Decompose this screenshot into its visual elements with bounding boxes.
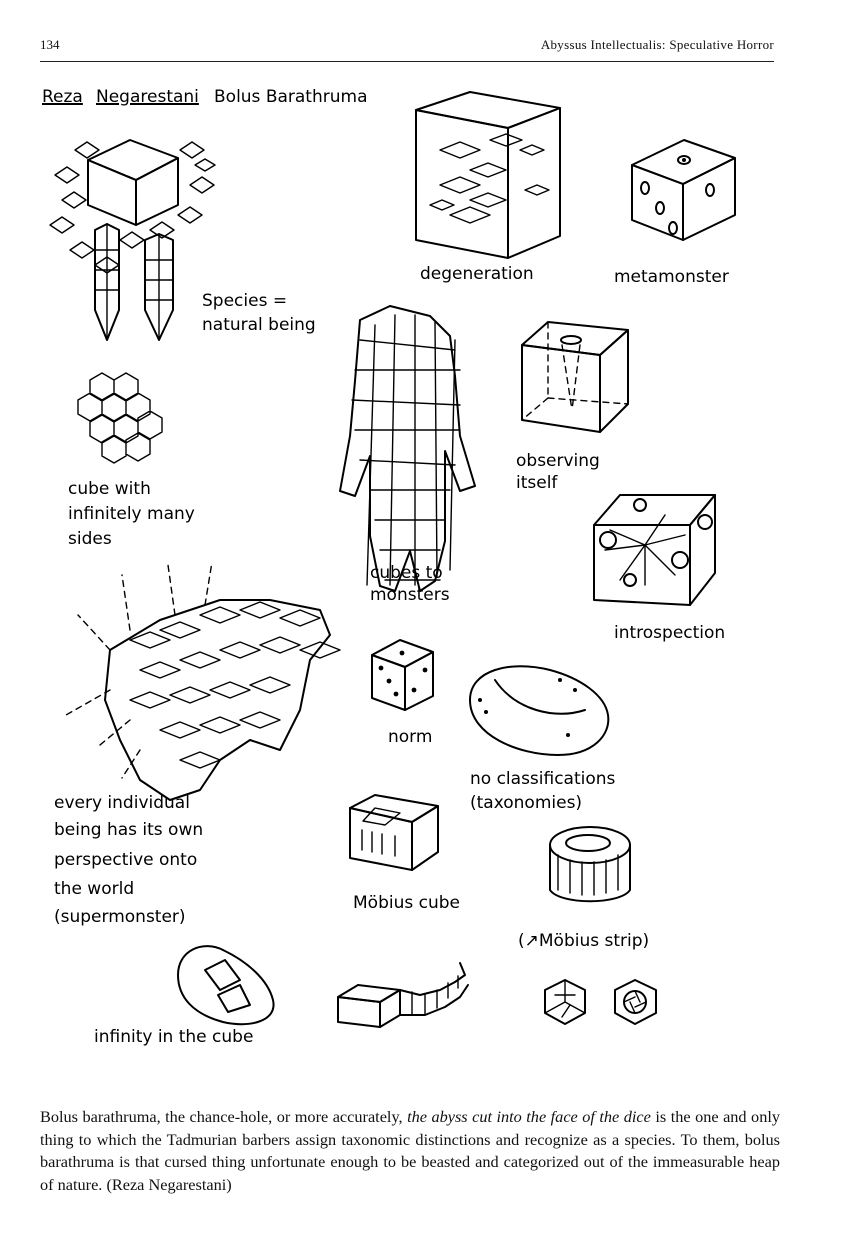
label-every-2: being has its own: [54, 820, 204, 840]
label-no-classifications: no classifications: [470, 769, 616, 789]
caption-text-2: is the one and only thing to which the Tadmurian barbers assign taxonomic distinctions and recognize as a species. To them, bolus barathruma is that cursed thing unfortunate enough to be beasted and categorized out of the immeasurable heap of nature. (Reza Negarestani): [40, 1107, 780, 1194]
cube-chain-drawing: [338, 963, 468, 1027]
label-mobius-cube: Möbius cube: [353, 893, 460, 913]
label-degeneration: degeneration: [420, 264, 534, 284]
label-norm: norm: [388, 727, 433, 747]
label-itself: itself: [516, 473, 558, 493]
label-infinity-in-the-cube: infinity in the cube: [94, 1027, 254, 1047]
label-observing: observing: [516, 451, 600, 471]
caption-text-1: Bolus barathruma, the chance-hole, or more accurately,: [40, 1107, 408, 1127]
sketch-author-last: Negarestani: [96, 87, 199, 107]
no-classifications-drawing: [470, 666, 608, 755]
sketch-author-first: Reza: [42, 87, 83, 107]
label-monsters: monsters: [370, 585, 450, 605]
observing-cube-drawing: [522, 322, 628, 432]
metamonster-drawing: [632, 140, 735, 240]
label-infinite-2: infinitely many: [68, 504, 195, 524]
label-species: Species =: [202, 291, 288, 311]
label-every-5: (supermonster): [54, 907, 186, 927]
infinity-cube-drawing: [178, 946, 274, 1024]
mobius-cube-drawing: [350, 795, 438, 870]
label-mobius-strip: (↗Möbius strip): [518, 931, 650, 951]
supermonster-drawing: [66, 562, 340, 800]
label-cubes-to: cubes to: [370, 563, 443, 583]
degeneration-drawing: [416, 92, 560, 258]
infinite-cube-drawing: [78, 373, 162, 463]
introspection-drawing: [594, 495, 715, 605]
label-every-1: every individual: [54, 793, 190, 813]
mobius-strip-drawing: [550, 827, 630, 901]
label-taxonomies: (taxonomies): [470, 793, 583, 813]
norm-dice-drawing: [372, 640, 433, 710]
sketch-title: Bolus Barathruma: [214, 87, 368, 107]
label-natural-being: natural being: [202, 315, 316, 335]
cube-monster-drawing: [340, 306, 475, 591]
label-metamonster: metamonster: [614, 267, 729, 287]
label-infinite-3: sides: [68, 529, 112, 549]
label-introspection: introspection: [614, 623, 726, 643]
label-infinite-1: cube with: [68, 479, 151, 499]
species-cube-drawing: [50, 140, 215, 340]
hexagon-dice-drawing: [545, 980, 656, 1024]
running-title: Abyssus Intellectualis: Speculative Horror: [540, 37, 774, 52]
page-number: 134: [40, 37, 60, 52]
label-every-3: perspective onto: [54, 850, 198, 870]
caption-paragraph: [40, 1106, 780, 1196]
label-every-4: the world: [54, 879, 135, 899]
caption-italic: the abyss cut into the face of the dice: [407, 1107, 651, 1127]
